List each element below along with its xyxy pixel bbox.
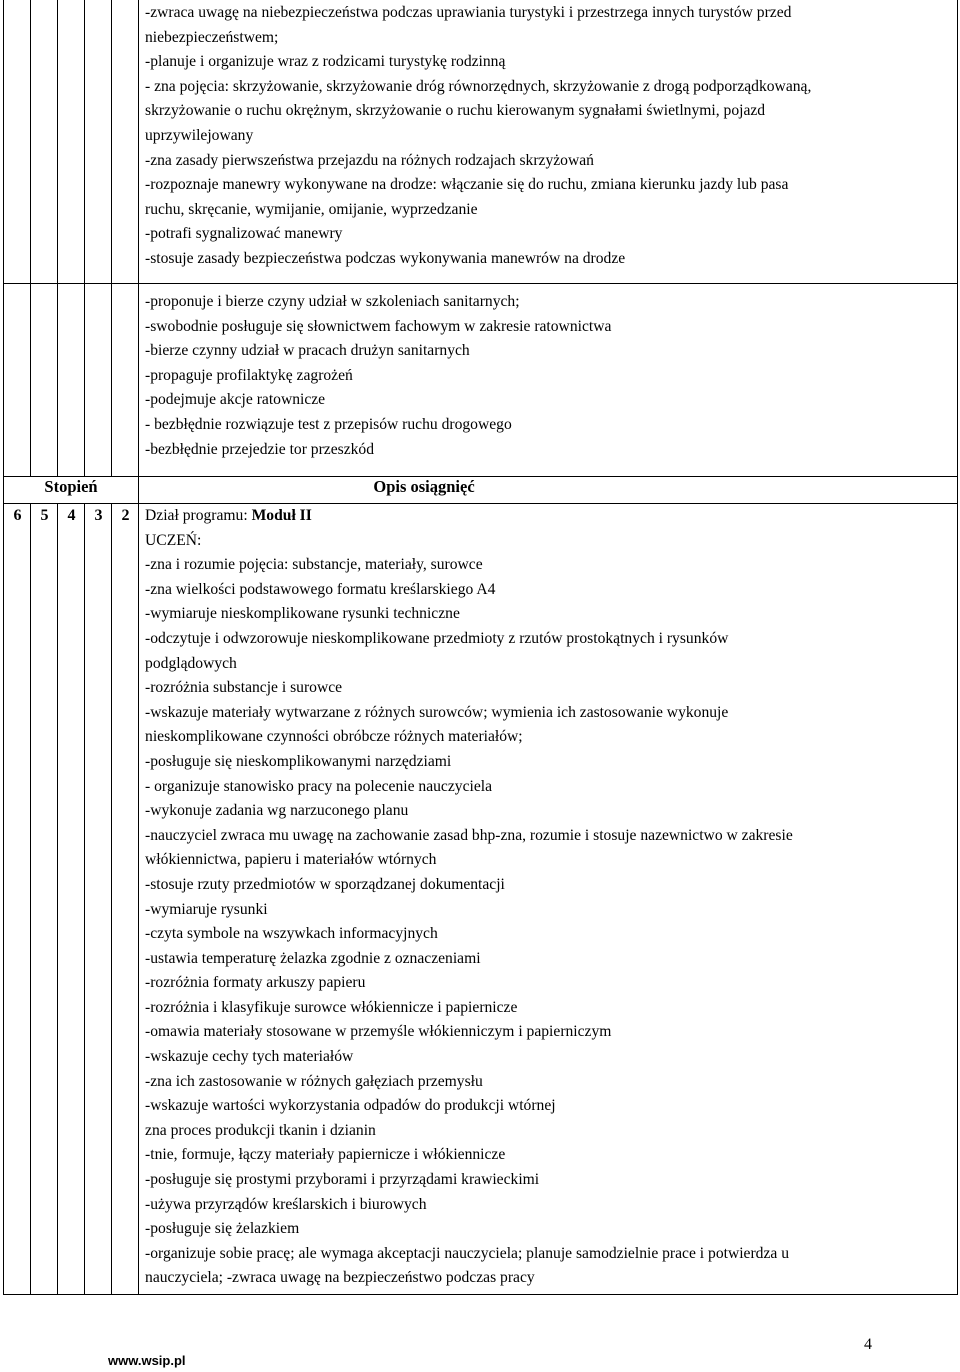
text-line: - organizuje stanowisko pracy na polecenie nauczyciela: [145, 777, 493, 795]
text-line: -organizuje sobie pracę; ale wymaga akceptacji nauczyciela; planuje samodzielnie prace i potwierdza u: [145, 1244, 789, 1262]
text-line: -omawia materiały stosowane w przemyśle włókienniczym i papierniczym: [145, 1023, 612, 1041]
text-line: ruchu, skręcanie, wymijanie, omijanie, wyprzedzanie: [145, 200, 478, 218]
grade-cell-empty: [31, 0, 58, 284]
text-line: -zna wielkości podstawowego formatu kreślarskiego A4: [145, 580, 496, 598]
text-line: -potrafi sygnalizować manewry: [145, 225, 343, 243]
text-line: - bezbłędnie rozwiązuje test z przepisów ruchu drogowego: [145, 415, 512, 433]
text-line: nauczyciela; -zwraca uwagę na bezpieczeństwo podczas pracy: [145, 1269, 535, 1287]
grade-4: 4: [67, 507, 76, 524]
grade-header: [4, 477, 139, 504]
text-line: -zwraca uwagę na niebezpieczeństwa podczas uprawiania turystyki i przestrzega innych turystów przed: [145, 4, 792, 21]
grade-2: 2: [121, 507, 130, 524]
text-line: -stosuje rzuty przedmiotów w sporządzanej dokumentacji: [145, 875, 505, 893]
text-line: -propaguje profilaktykę zagrożeń: [145, 366, 353, 384]
text-line: -bezbłędnie przejedzie tor przeszkód: [145, 440, 375, 458]
text-line: -planuje i organizuje wraz z rodzicami turystykę rodzinną: [145, 53, 506, 71]
text-line: -bierze czynny udział w pracach drużyn sanitarnych: [145, 342, 470, 360]
top-row-2: [4, 284, 958, 477]
grade-cell-empty: [58, 284, 85, 477]
description-cell: [139, 284, 958, 477]
page-number: 4: [864, 1336, 872, 1353]
text-line: -proponuje i bierze czyny udział w szkoleniach sanitarnych;: [145, 293, 520, 310]
text-line: -wymiaruje rysunki: [145, 900, 268, 918]
module-title: [145, 504, 953, 529]
text-line: -wymiaruje nieskomplikowane rysunki techniczne: [145, 605, 460, 623]
module-row: [4, 504, 958, 1295]
module-name: Moduł II: [251, 507, 312, 524]
grade-6: 6: [13, 507, 22, 524]
top-table: [3, 0, 958, 477]
description-header-label: Opis osiągnięć: [373, 477, 475, 496]
text-line: -zna ich zastosowanie w różnych gałęziach przemysłu: [145, 1072, 483, 1090]
module-description-cell: [139, 504, 958, 1295]
text-line: -posługuje się nieskomplikowanymi narzędziami: [145, 752, 452, 770]
grade-4-cell: [58, 504, 85, 1295]
text-line: -nauczyciel zwraca mu uwagę na zachowanie zasad bhp-zna, rozumie i stosuje nazewnictwo w zakresie: [145, 826, 793, 844]
module-content: [145, 504, 953, 1291]
grade-5-cell: [31, 504, 58, 1295]
requirements-block-1: [145, 1, 953, 272]
text-line: -wskazuje cechy tych materiałów: [145, 1048, 354, 1066]
grade-cell-empty: [31, 284, 58, 477]
grade-header-label: Stopień: [44, 477, 98, 496]
text-line: -rozróżnia i klasyfikuje surowce włókiennicze i papiernicze: [145, 998, 518, 1016]
text-line: -wykonuje zadania wg narzuconego planu: [145, 802, 409, 820]
description-cell: [139, 0, 958, 284]
grade-3: 3: [94, 507, 103, 524]
text-line: -stosuje zasady bezpieczeństwa podczas wykonywania manewrów na drodze: [145, 249, 626, 267]
text-line: zna proces produkcji tkanin i dzianin: [145, 1121, 376, 1139]
text-line: -posługuje się żelazkiem: [145, 1220, 300, 1238]
module-table: [3, 476, 958, 1295]
text-line: -odczytuje i odwzorowuje nieskomplikowane przedmioty z rzutów prostokątnych i rysunków: [145, 629, 729, 647]
text-line: -czyta symbole na wszywkach informacyjnych: [145, 925, 438, 943]
grade-cell-empty: [85, 0, 112, 284]
text-line: -rozróżnia substancje i surowce: [145, 679, 343, 697]
text-line: niebezpieczeństwem;: [145, 28, 279, 46]
grade-cell-empty: [4, 284, 31, 477]
grade-cell-empty: [4, 0, 31, 284]
text-line: podglądowych: [145, 654, 237, 672]
grade-5: 5: [40, 507, 49, 524]
text-line: -swobodnie posługuje się słownictwem fachowym w zakresie ratownictwa: [145, 317, 612, 335]
text-line: nieskomplikowane czynności obróbcze różnych materiałów;: [145, 728, 523, 746]
footer-url: www.wsip.pl: [108, 1353, 186, 1368]
text-line: -wskazuje materiały wytwarzane z różnych surowców; wymienia ich zastosowanie wykonuje: [145, 703, 729, 721]
text-line: uprzywilejowany: [145, 126, 254, 144]
module-requirements: [145, 553, 953, 1291]
text-line: -ustawia temperaturę żelazka zgodnie z oznaczeniami: [145, 949, 481, 967]
text-line: włókiennictwa, papieru i materiałów wtórnych: [145, 851, 437, 869]
text-line: -tnie, formuje, łączy materiały papiernicze i włókiennicze: [145, 1146, 506, 1164]
text-line: -rozróżnia formaty arkuszy papieru: [145, 974, 366, 992]
text-line: -zna i rozumie pojęcia: substancje, materiały, surowce: [145, 556, 483, 574]
grade-cell-empty: [85, 284, 112, 477]
text-line: -rozpoznaje manewry wykonywane na drodze: włączanie się do ruchu, zmiana kierunku jazdy lub pasa: [145, 176, 789, 194]
grade-6-cell: [4, 504, 31, 1295]
text-line: -posługuje się prostymi przyborami i przyrządami krawieckimi: [145, 1171, 540, 1189]
student-label: UCZEŃ:: [145, 531, 202, 549]
grade-cell-empty: [58, 0, 85, 284]
grade-2-cell: [112, 504, 139, 1295]
grade-3-cell: [85, 504, 112, 1295]
module-prefix: Dział programu:: [145, 507, 252, 524]
grade-cell-empty: [112, 0, 139, 284]
text-line: - zna pojęcia: skrzyżowanie, skrzyżowanie dróg równorzędnych, skrzyżowanie z drogą podporządkowaną,: [145, 77, 812, 95]
text-line: -wskazuje wartości wykorzystania odpadów do produkcji wtórnej: [145, 1097, 556, 1115]
grade-cell-empty: [112, 284, 139, 477]
text-line: skrzyżowanie o ruchu okrężnym, skrzyżowanie o ruchu kierowanym sygnałami świetlnymi, pojazd: [145, 102, 766, 120]
text-line: -podejmuje akcje ratownicze: [145, 391, 326, 409]
header-row: [4, 477, 958, 504]
text-line: -używa przyrządów kreślarskich i biurowych: [145, 1195, 427, 1213]
top-row-1: [4, 0, 958, 284]
description-header: [139, 477, 958, 504]
text-line: -zna zasady pierwszeństwa przejazdu na różnych rodzajach skrzyżowań: [145, 151, 594, 169]
requirements-block-2: [145, 290, 953, 462]
